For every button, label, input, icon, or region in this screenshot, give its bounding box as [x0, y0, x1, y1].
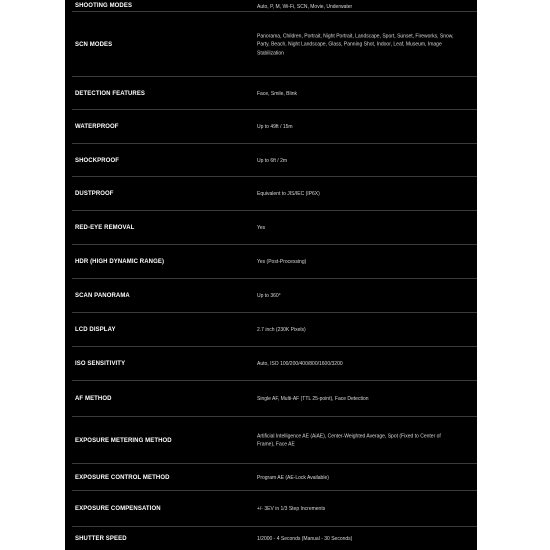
spec-label: ISO SENSITIVITY — [75, 361, 126, 367]
spec-row — [65, 464, 477, 491]
spec-value: +/- 3EV in 1/3 Step Increments — [257, 505, 326, 512]
spec-row — [65, 110, 477, 144]
spec-label: DETECTION FEATURES — [75, 90, 146, 97]
spec-value: Yes — [257, 224, 266, 231]
spec-value: Program AE (AE-Lock Available) — [257, 474, 329, 481]
spec-row — [65, 12, 477, 77]
spec-label: WATERPROOF — [75, 124, 119, 130]
spec-row — [65, 0, 477, 12]
spec-label: SHOOTING MODES — [75, 3, 133, 9]
spec-label: SHUTTER SPEED — [75, 535, 127, 542]
spec-label: EXPOSURE COMPENSATION — [75, 506, 161, 512]
spec-value: Up to 360° — [257, 292, 281, 299]
spec-label: SCAN PANORAMA — [75, 293, 130, 299]
spec-row — [65, 245, 477, 279]
spec-value: Auto, P, M, Wi-Fi, SCN, Movie, Underwater — [257, 4, 353, 10]
spec-value: Yes (Post-Processing) — [257, 258, 307, 265]
spec-label: DUSTPROOF — [75, 191, 114, 197]
spec-row — [65, 77, 477, 110]
spec-row — [65, 279, 477, 313]
spec-row — [65, 491, 477, 527]
spec-value: Artificial Intelligence AE (AiAE), Center-Weighted Average, Spot (Fixed to Center of Frame), Face AE — [257, 433, 441, 448]
spec-label: HDR (HIGH DYNAMIC RANGE) — [75, 259, 165, 265]
spec-label: SCN MODES — [75, 41, 113, 48]
spec-row — [65, 347, 477, 381]
spec-value: Panorama, Children, Portrait, Night Portrait, Landscape, Sport, Sunset, Fireworks, Snow, Party, Beach, Night Landscape, Glass, Panning Shot, Indoor, Leaf, Museum, Image Stabilization — [257, 32, 454, 56]
spec-row — [65, 144, 477, 177]
spec-value: 1/2000 - 4 Seconds (Manual - 30 Seconds) — [257, 535, 353, 542]
spec-value: Up to 49ft / 15m — [257, 123, 293, 130]
spec-value: Up to 6ft / 2m — [257, 157, 288, 164]
spec-label: LCD DISPLAY — [75, 327, 116, 333]
spec-row — [65, 527, 477, 550]
spec-row — [65, 381, 477, 417]
spec-value: Equivalent to JIS/IEC (IP6X) — [257, 190, 320, 197]
spec-label: EXPOSURE CONTROL METHOD — [75, 474, 170, 481]
spec-label: EXPOSURE METERING METHOD — [75, 437, 172, 444]
spec-value: Face, Smile, Blink — [257, 90, 298, 97]
spec-label: RED-EYE REMOVAL — [75, 225, 135, 231]
spec-row — [65, 313, 477, 347]
spec-value: 2.7 inch (230K Pixels) — [257, 326, 306, 333]
spec-value: Single AF, Multi-AF (TTL 25-point), Face Detection — [257, 395, 369, 402]
spec-table — [65, 0, 477, 550]
spec-row — [65, 211, 477, 245]
spec-label: SHOCKPROOF — [75, 157, 120, 164]
spec-row — [65, 177, 477, 211]
spec-row — [65, 417, 477, 464]
spec-label: AF METHOD — [75, 396, 112, 402]
spec-value: Auto, ISO 100/200/400/800/1600/3200 — [257, 360, 343, 367]
